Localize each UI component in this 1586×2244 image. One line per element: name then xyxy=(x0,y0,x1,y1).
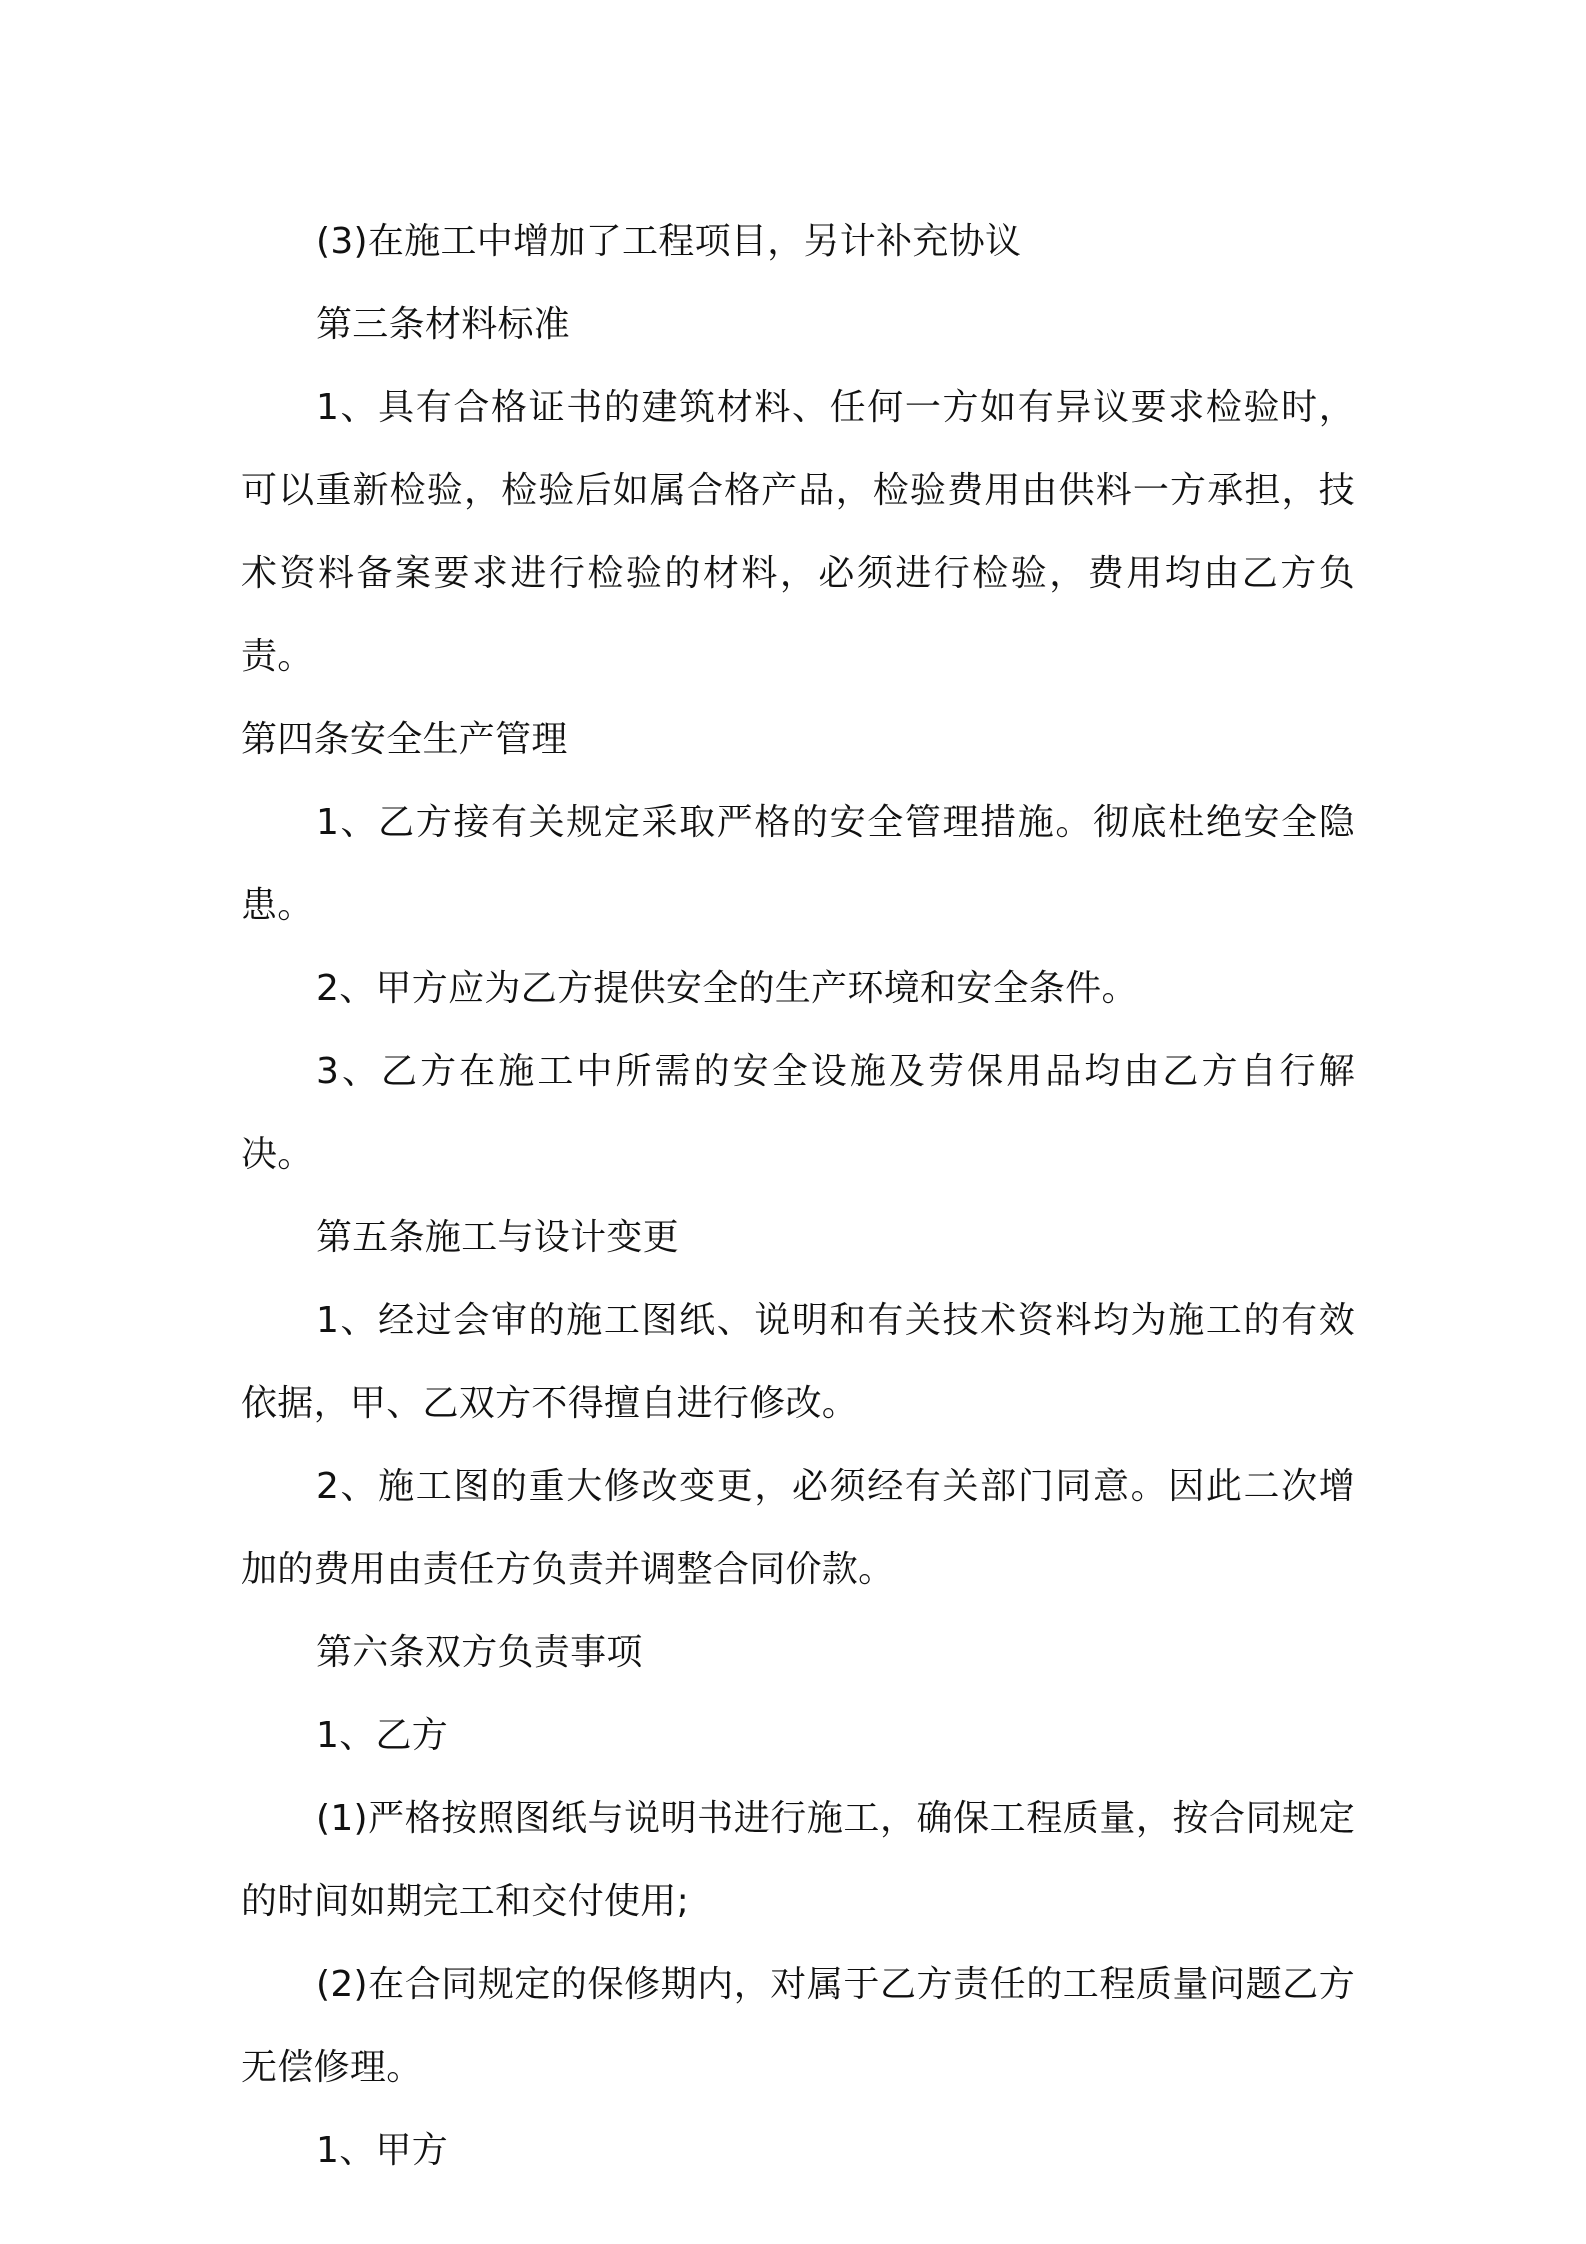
paragraph: 1、乙方接有关规定采取严格的安全管理措施。彻底杜绝安全隐患。 xyxy=(241,802,1355,926)
paragraph: 2、甲方应为乙方提供安全的生产环境和安全条件。 xyxy=(316,968,1138,1009)
paragraph: 1、具有合格证书的建筑材料、任何一方如有异议要求检验时，可以重新检验，检验后如属合格产品，检验费用由供料一方承担，技术资料备案要求进行检验的材料，必须进行检验，费用均由乙方负责。 xyxy=(241,387,1355,677)
paragraph: (1)严格按照图纸与说明书进行施工，确保工程质量，按合同规定的时间如期完工和交付使用; xyxy=(241,1798,1355,1922)
section-heading: 第六条双方负责事项 xyxy=(316,1632,643,1673)
paragraph: 2、施工图的重大修改变更，必须经有关部门同意。因此二次增加的费用由责任方负责并调整合同价款。 xyxy=(241,1466,1355,1590)
paragraph: 3、乙方在施工中所需的安全设施及劳保用品均由乙方自行解决。 xyxy=(241,1051,1355,1175)
section-heading: 第四条安全生产管理 xyxy=(241,719,568,760)
paragraph: 1、经过会审的施工图纸、说明和有关技术资料均为施工的有效依据，甲、乙双方不得擅自进行修改。 xyxy=(241,1300,1355,1424)
paragraph: (3)在施工中增加了工程项目，另计补充协议 xyxy=(316,221,1022,262)
document-body xyxy=(241,200,1355,2192)
section-heading: 第三条材料标准 xyxy=(316,304,571,345)
list-item: 1、乙方 xyxy=(316,1715,449,1756)
list-item: 1、甲方 xyxy=(316,2130,449,2171)
section-heading: 第五条施工与设计变更 xyxy=(316,1217,680,1258)
paragraph: (2)在合同规定的保修期内，对属于乙方责任的工程质量问题乙方无偿修理。 xyxy=(241,1964,1355,2088)
